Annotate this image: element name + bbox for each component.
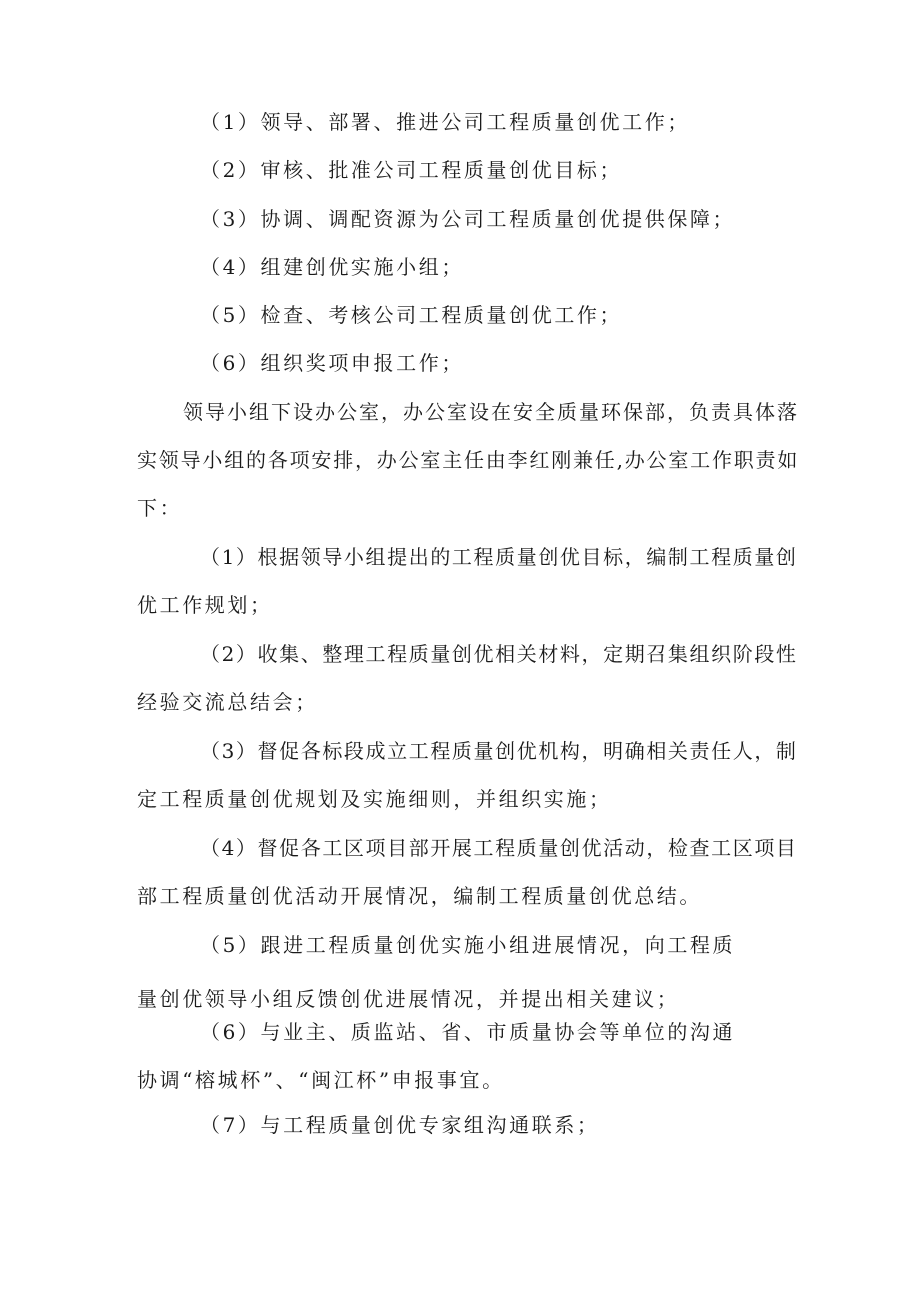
- office-duty-3-line-1: （3）督促各标段成立工程质量创优机构，明确相关责任人，制: [200, 739, 798, 763]
- office-duty-3-line-2: 定工程质量创优规划及实施细则，并组织实施；: [137, 787, 612, 811]
- office-intro-line-2: 实领导小组的各项安排，办公室主任由李红刚兼任,办公室工作职责如: [137, 448, 800, 472]
- leader-duty-3: （3）协调、调配资源为公司工程质量创优提供保障；: [200, 207, 736, 231]
- office-duty-1-line-1: （1）根据领导小组提出的工程质量创优目标，编制工程质量创: [200, 545, 798, 569]
- office-duty-4-line-2: 部工程质量创优活动开展情况，编制工程质量创优总结。: [137, 884, 702, 908]
- office-duty-6-line-2: 协调“榕城杯”、“闽江杯”申报事宜。: [137, 1068, 505, 1092]
- office-intro-line-1: 领导小组下设办公室，办公室设在安全质量环保部，负责具体落: [183, 400, 799, 424]
- leader-duty-5: （5）检查、考核公司工程质量创优工作；: [200, 303, 623, 327]
- office-duty-5-line-2: 量创优领导小组反馈创优进展情况，并提出相关建议；: [137, 987, 680, 1011]
- leader-duty-2: （2）审核、批准公司工程质量创优目标；: [200, 158, 623, 182]
- leader-duty-6: （6）组织奖项申报工作；: [200, 351, 464, 375]
- office-duty-4-line-1: （4）督促各工区项目部开展工程质量创优活动，检查工区项目: [200, 836, 798, 860]
- office-duty-6-line-1: （6）与业主、质监站、省、市质量协会等单位的沟通: [200, 1020, 736, 1044]
- office-intro-line-3: 下：: [137, 496, 183, 520]
- office-duty-2-line-2: 经验交流总结会；: [137, 690, 318, 714]
- leader-duty-1: （1）领导、部署、推进公司工程质量创优工作；: [200, 110, 690, 134]
- office-duty-2-line-1: （2）收集、整理工程质量创优相关材料，定期召集组织阶段性: [200, 642, 798, 666]
- leader-duty-4: （4）组建创优实施小组；: [200, 255, 464, 279]
- office-duty-1-line-2: 优工作规划；: [137, 593, 273, 617]
- office-duty-7-line-1: （7）与工程质量创优专家组沟通联系；: [200, 1113, 600, 1137]
- office-duty-5-line-1: （5）跟进工程质量创优实施小组进展情况，向工程质: [200, 933, 736, 957]
